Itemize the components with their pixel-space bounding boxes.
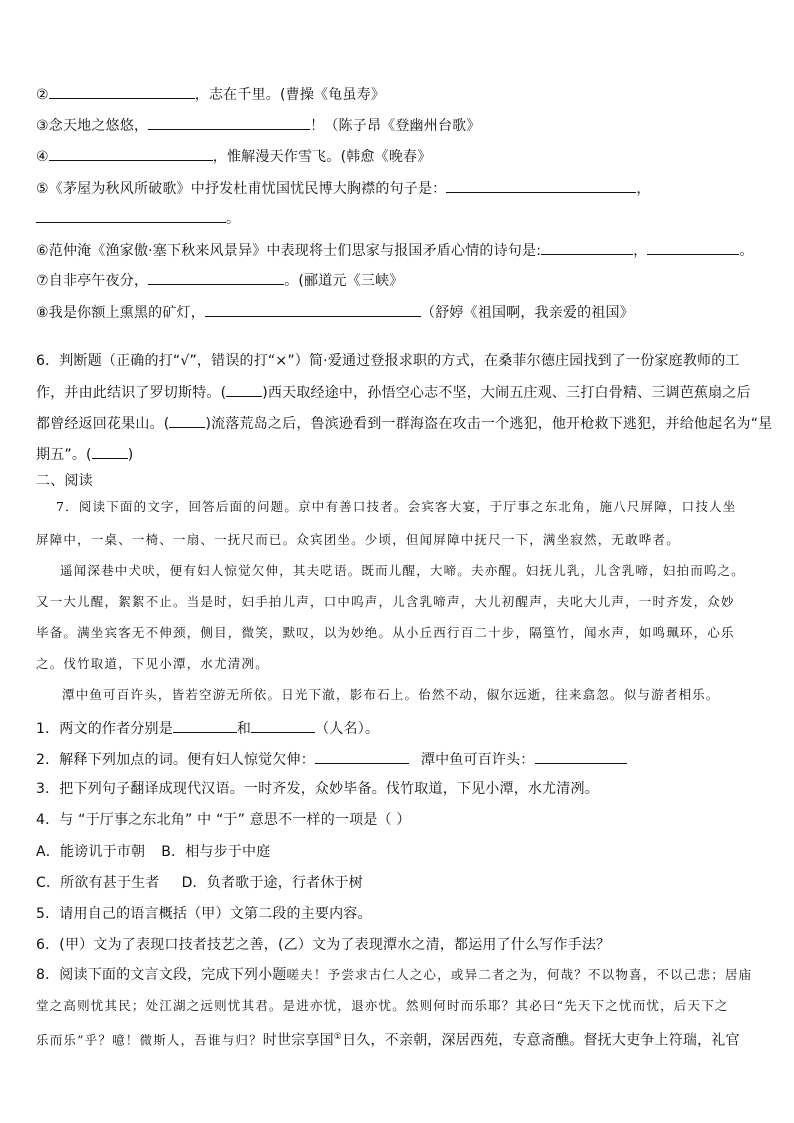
question-4: 4．与 “于厅事之东北角” 中 “于” 意思不一样的一项是（ ） bbox=[36, 812, 411, 828]
reading-line-3: 遥闻深巷中犬吠，便有妇人惊觉欠伸，其夫呓语。既而儿醒，大啼。夫亦醒。妇抚儿乳，儿含乳啼，妇拍而呜之。 bbox=[60, 563, 746, 578]
answer-blank[interactable] bbox=[205, 302, 421, 317]
question-5: 5．请用自己的语言概括（甲）文第二段的主要内容。 bbox=[36, 906, 372, 922]
reading-line-5: 毕备。满坐宾客无不伸颈，侧目，微笑，默叹，以为妙绝。从小丘西行百二十步，隔篁竹，闻水声，如鸣珮环，心乐 bbox=[36, 625, 735, 640]
judge-blank[interactable] bbox=[92, 445, 128, 459]
answer-blank[interactable] bbox=[36, 208, 226, 223]
fill-line-5b: 。 bbox=[36, 208, 764, 228]
circled-4: ④ bbox=[36, 149, 49, 165]
option-d[interactable]: D．负者歌于途，行者休于树 bbox=[181, 875, 363, 891]
circled-2: ② bbox=[36, 87, 49, 103]
fill-line-8: ⑧我是你额上熏黑的矿灯， （舒婷《祖国啊，我亲爱的祖国》 bbox=[36, 302, 764, 322]
question-1: 1．两文的作者分别是 和 （人名）。 bbox=[36, 718, 764, 738]
answer-blank[interactable] bbox=[148, 270, 284, 285]
options-cd bbox=[36, 874, 764, 892]
answer-blank[interactable] bbox=[446, 178, 636, 193]
judge-blank[interactable] bbox=[169, 414, 205, 428]
reading-line-2: 屏障中，一桌、一椅、一扇、一抚尺而已。众宾团坐。少顷，但闻屏障中抚尺一下，满坐寂然，无敢哗者。 bbox=[36, 532, 680, 547]
question-8-line-1: 8．阅读下面的文言文段，完成下列小题嗟夫！予尝求古仁人之心，或异二者之为，何哉？不以物喜，不以己悲；居庙 bbox=[36, 967, 753, 983]
fill-line-3: ③念天地之悠悠， ！（陈子昂《登幽州台歌》 bbox=[36, 115, 764, 135]
judge-line-1: 6．判断题（正确的打“√”，错误的打“×”）简·爱通过登报求职的方式，在桑菲尔德庄园找到了一份家庭教师的工 bbox=[36, 353, 740, 369]
question-3: 3．把下列句子翻译成现代汉语。一时齐发，众妙毕备。伐竹取道，下见小潭，水尤清冽。 bbox=[36, 781, 599, 797]
question-8-line-2: 堂之高则忧其民；处江湖之远则忧其君。是进亦忧，退亦忧。然则何时而乐耶？其必曰“先天下之忧而忧，后天下之 bbox=[36, 998, 729, 1013]
judge-line-2: 作，并由此结识了罗切斯特。( )西天取经途中，孙悟空心志不坚，大闹五庄观、三打白骨精、三调芭蕉扇之后 bbox=[36, 385, 751, 401]
judge-line-3: 都曾经返回花果山。( )流落荒岛之后，鲁滨逊看到一群海盗在攻击一个逃犯，他开枪救下逃犯，并给他起名为“星 bbox=[36, 416, 773, 432]
footnote-marker: ① bbox=[333, 1032, 343, 1042]
answer-blank[interactable] bbox=[49, 84, 195, 99]
section-heading: 二、阅读 bbox=[36, 473, 93, 489]
reading-line-6: 之。伐竹取道，下见小潭，水尤清冽。 bbox=[36, 656, 269, 671]
question-6: 6．(甲）文为了表现口技者技艺之善，(乙）文为了表现潭水之清，都运用了什么写作手法？ bbox=[36, 937, 611, 953]
judge-blank[interactable] bbox=[226, 383, 262, 397]
answer-blank[interactable] bbox=[49, 146, 213, 161]
question-8-line-3: 乐而乐”乎？噫！微斯人，吾谁与归？时世宗享国①日久，不亲朝，深居西苑，专意斋醮。督抚大吏争上符瑞，礼官 bbox=[36, 1032, 740, 1049]
answer-blank[interactable] bbox=[251, 718, 315, 733]
option-a[interactable]: A．能谤讥于市朝 bbox=[36, 844, 146, 860]
options-ab bbox=[36, 843, 764, 861]
fill-line-7: ⑦自非亭午夜分， 。(郦道元《三峡》 bbox=[36, 270, 764, 290]
answer-blank[interactable] bbox=[647, 240, 739, 255]
answer-blank[interactable] bbox=[173, 718, 237, 733]
question-2: 2．解释下列加点的词。便有妇人惊觉欠伸： 潭中鱼可百许头： bbox=[36, 749, 764, 769]
reading-line-7: 潭中鱼可百许头，皆若空游无所依。日光下澈，影布石上。佁然不动，俶尔远逝，往来翕忽。似与游者相乐。 bbox=[62, 687, 720, 702]
answer-blank[interactable] bbox=[541, 240, 633, 255]
fill-line-2: ② ，志在千里。(曹操《龟虽寿》 bbox=[36, 84, 764, 104]
judge-line-4: 期五”。( ) bbox=[36, 447, 134, 463]
fill-line-6: ⑥范仲淹《渔家傲·塞下秋来风景异》中表现将士们思家与报国矛盾心情的诗句是: ， 。 bbox=[36, 240, 764, 260]
answer-blank[interactable] bbox=[535, 749, 627, 764]
option-b[interactable]: B．相与步于中庭 bbox=[161, 844, 271, 860]
reading-line-4: 又一大儿醒，絮絮不止。当是时，妇手拍儿声，口中呜声，儿含乳啼声，大儿初醒声，夫叱大儿声，一时齐发，众妙 bbox=[36, 594, 735, 609]
fill-line-5: ⑤《茅屋为秋风所破歌》中抒发杜甫忧国忧民博大胸襟的句子是： ， bbox=[36, 178, 764, 198]
answer-blank[interactable] bbox=[315, 749, 409, 764]
reading-line-1: 7．阅读下面的文字，回答后面的问题。京中有善口技者。会宾客大宴，于厅事之东北角，施八尺屏障，口技人坐 bbox=[56, 499, 737, 514]
answer-blank[interactable] bbox=[148, 115, 310, 130]
option-c[interactable]: C．所欲有甚于生者 bbox=[36, 875, 160, 891]
fill-line-4: ④ ，惟解漫天作雪飞。(韩愈《晚春》 bbox=[36, 146, 764, 166]
